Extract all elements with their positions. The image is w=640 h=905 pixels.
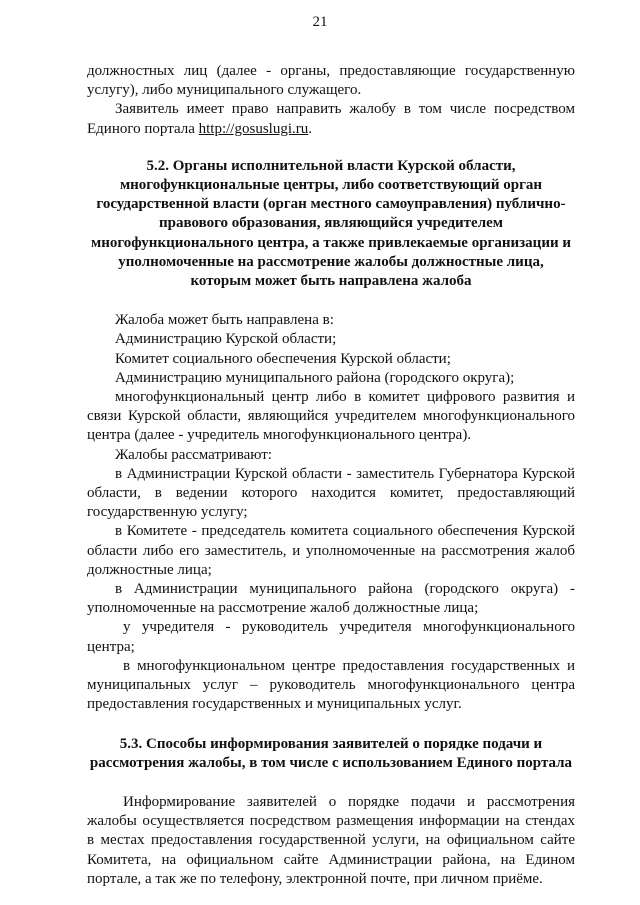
page-content [87, 62, 575, 889]
intro-paragraph-1: должностных лиц (далее - органы, предоставляющие государственную услугу), либо муниципального служащего. [87, 63, 575, 99]
s52-paragraph: в Комитете - председатель комитета социального обеспечения Курской области либо его заместитель, и уполномоченные на рассмотрения жалоб должностные лица; [87, 523, 575, 578]
s52-paragraph: в Администрации Курской области - заместитель Губернатора Курской области, в ведении которого находится комитет, предоставляющий государственную услугу; [87, 465, 575, 521]
s52-paragraph: Комитет социального обеспечения Курской области; [115, 350, 451, 367]
section-5-3-heading: 5.3. Способы информирования заявителей о порядке подачи и рассмотрения жалобы, в том числе с использованием Единого портала [89, 735, 573, 771]
intro-text: Заявитель имеет право направить жалобу в том числе посредством Единого портала [87, 101, 575, 137]
s52-paragraph: у учредителя - руководитель учредителя многофункционального центра; [87, 619, 575, 655]
gosuslugi-link[interactable]: http://gosuslugi.ru [198, 120, 309, 137]
s52-paragraph: в многофункциональном центре предоставления государственных и муниципальных услуг – руководитель многофункционального центра предоставления государственных и муниципальных услуг. [87, 657, 575, 713]
s52-paragraph: Администрацию муниципального района (городского округа); [115, 369, 515, 386]
s52-paragraph: многофункциональный центр либо в комитет цифрового развития и связи Курской области, являющийся учредителем многофункционального центра (далее - учредитель многофункционального центра). [87, 389, 575, 444]
page-number: 21 [312, 14, 328, 30]
section-5-2-heading: 5.2. Органы исполнительной власти Курской области, многофункциональные центры, либо соответствующий орган государственной власти (орган местного самоуправления) публично-правового образования, являющийся учредителем многофункционального центра, а также привлекаемые организации и уполномоченные на рассмотрение жалобы должностные лица, которым может быть направлена жалоба [91, 157, 571, 290]
s52-paragraph: Жалоба может быть направлена в: [115, 312, 334, 329]
s52-paragraph: в Администрации муниципального района (городского округа) - уполномоченные на рассмотрение жалоб должностные лица; [87, 581, 575, 617]
intro-paragraph-2 [87, 100, 575, 138]
s52-paragraph: Администрацию Курской области; [115, 331, 337, 348]
s52-paragraph: Жалобы рассматривают: [115, 446, 272, 463]
s53-paragraph: Информирование заявителей о порядке подачи и рассмотрения жалобы осуществляется посредством размещения информации на стендах в местах предоставления государственной услуги, на официальном сайте Комитета, на официальном сайте Администрации района, на Едином портале, а так же по телефону, электронной почте, при личном приёме. [87, 793, 575, 887]
intro-end: . [308, 120, 312, 137]
